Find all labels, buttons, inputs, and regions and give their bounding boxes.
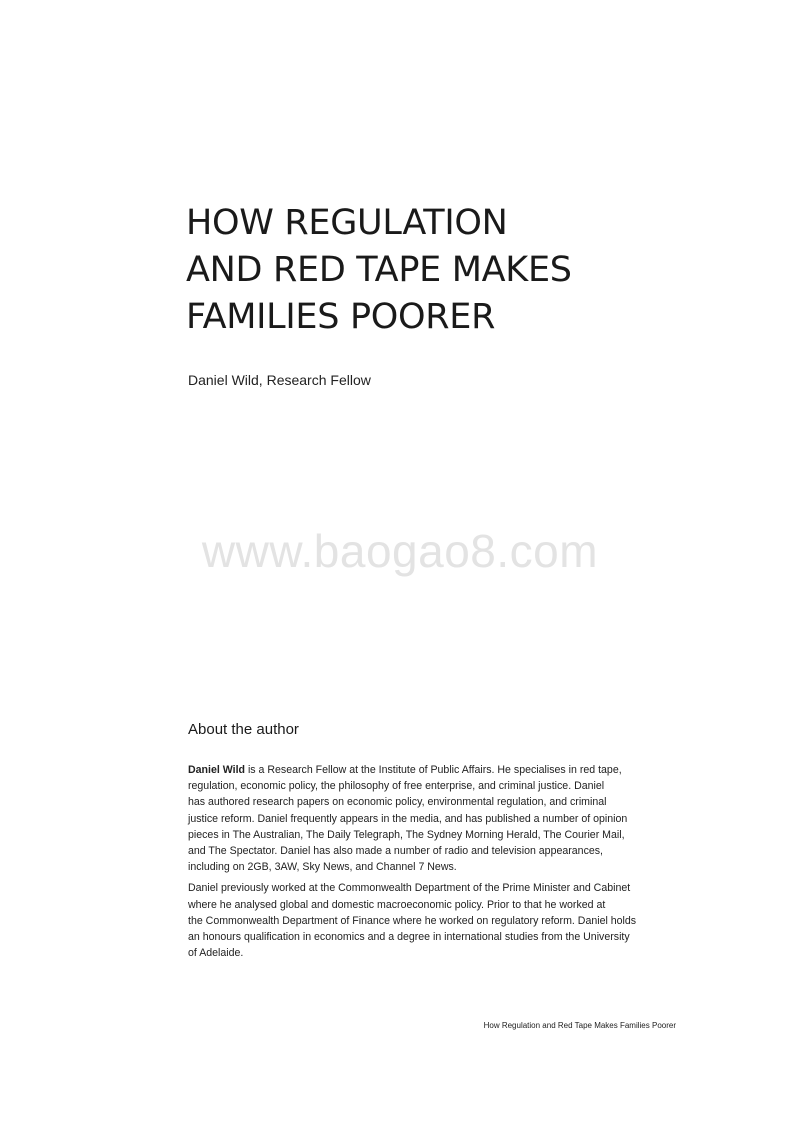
author-name: Daniel Wild — [188, 764, 245, 776]
author-byline: Daniel Wild, Research Fellow — [188, 372, 371, 388]
author-bio — [188, 762, 688, 966]
bio-paragraph-2 — [188, 880, 688, 961]
bio-p2-line-5: of Adelaide. — [188, 947, 244, 960]
bio-p1-line-5: pieces in The Australian, The Daily Telegraph, The Sydney Morning Herald, The Courier Mail, — [188, 828, 625, 841]
bio-p1-line-1 — [188, 762, 688, 778]
bio-p2-line-1: Daniel previously worked at the Commonwealth Department of the Prime Minister and Cabinet — [188, 882, 631, 895]
bio-p2-line-4: an honours qualification in economics and a degree in international studies from the University — [188, 931, 630, 944]
title-line-1: HOW REGULATION — [186, 203, 508, 243]
bio-p1-line-3: has authored research papers on economic policy, environmental regulation, and criminal — [188, 796, 607, 809]
bio-p1-line-7: including on 2GB, 3AW, Sky News, and Channel 7 News. — [188, 861, 457, 874]
title-line-2: AND RED TAPE MAKES — [186, 250, 572, 290]
about-author-heading: About the author — [188, 721, 299, 738]
title-line-3: FAMILIES POORER — [186, 297, 496, 337]
bio-p2-line-3: the Commonwealth Department of Finance where he worked on regulatory reform. Daniel holds — [188, 914, 637, 927]
watermark-text: www.baogao8.com — [201, 525, 599, 577]
bio-p2-line-2: where he analysed global and domestic macroeconomic policy. Prior to that he worked at — [188, 898, 606, 911]
bio-p1-line-1-text: is a Research Fellow at the Institute of Public Affairs. He specialises in red tape, — [245, 764, 622, 776]
report-title — [186, 200, 666, 341]
bio-p1-line-4: justice reform. Daniel frequently appears in the media, and has published a number of opinion — [188, 812, 628, 825]
bio-p1-line-2: regulation, economic policy, the philosophy of free enterprise, and criminal justice. Daniel — [188, 780, 605, 793]
bio-paragraph-1 — [188, 762, 688, 875]
running-footer: How Regulation and Red Tape Makes Families Poorer — [483, 1021, 676, 1030]
bio-p1-line-6: and The Spectator. Daniel has also made a number of radio and television appearances, — [188, 845, 603, 858]
